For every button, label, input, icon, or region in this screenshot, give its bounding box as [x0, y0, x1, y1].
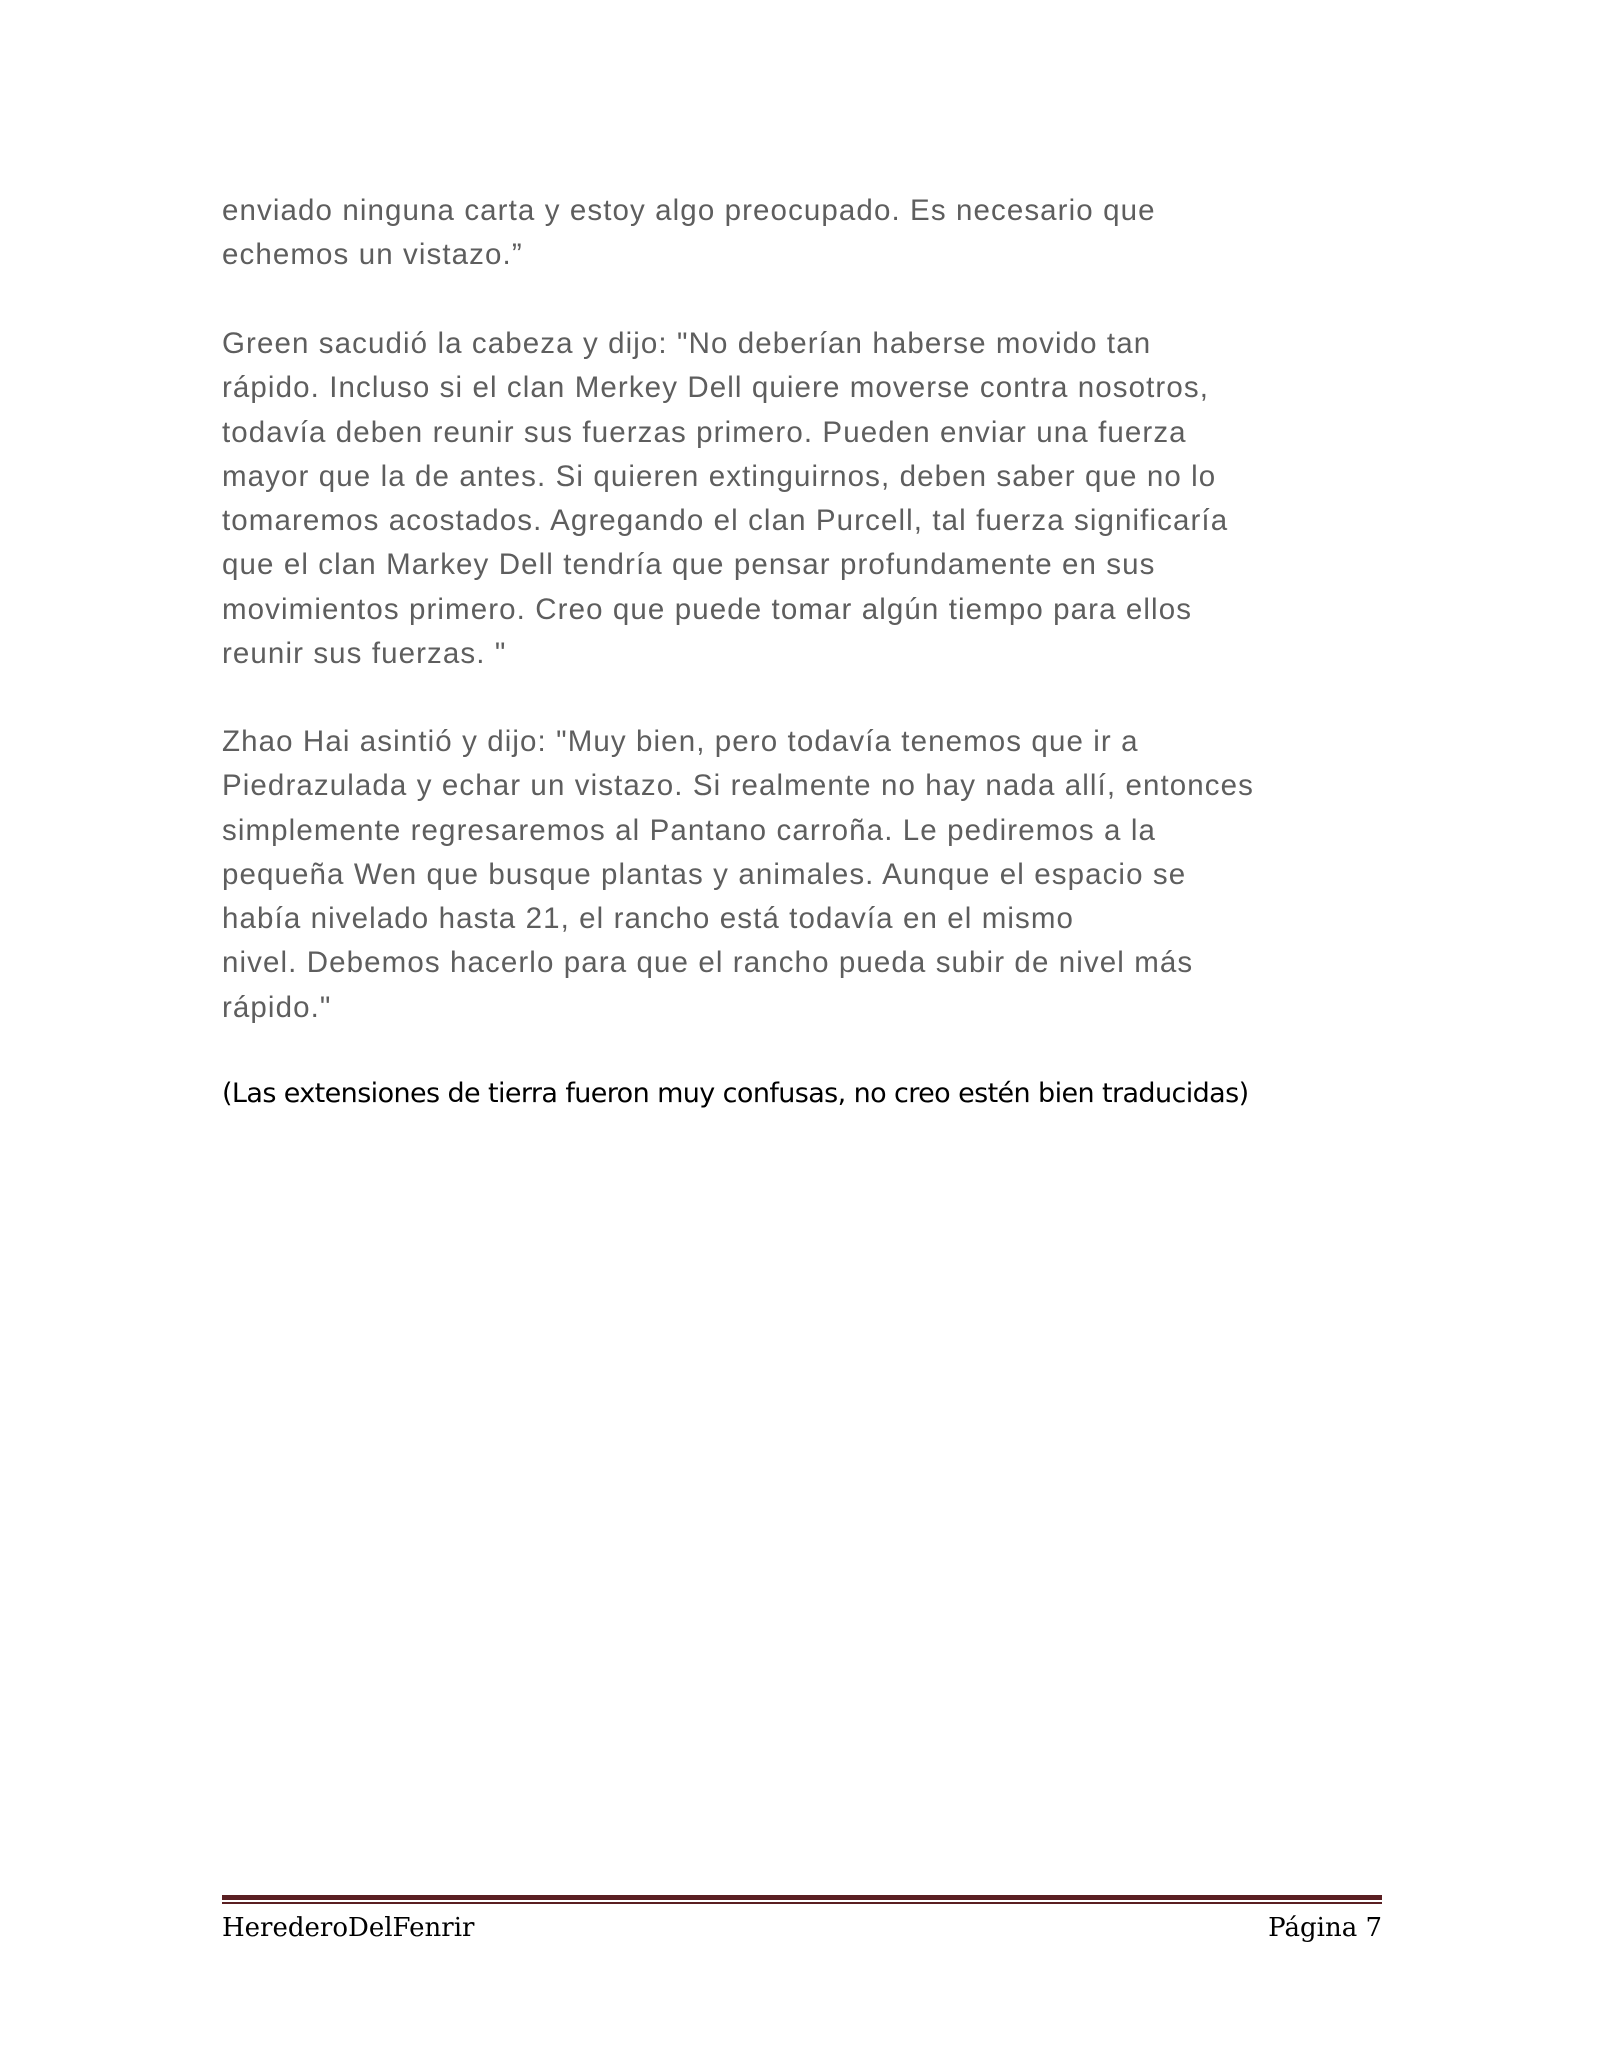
paragraph-3 — [222, 720, 1392, 1030]
text-line: enviado ninguna carta y estoy algo preocupado. Es necesario que — [222, 194, 1156, 227]
text-line: tomaremos acostados. Agregando el clan Purcell, tal fuerza significaría — [222, 504, 1229, 538]
text-line: Zhao Hai asintió y dijo: "Muy bien, pero todavía tenemos que ir a — [222, 725, 1139, 758]
paragraph-1 — [222, 189, 1392, 278]
text-line: Green sacudió la cabeza y dijo: "No deberían haberse movido tan — [222, 327, 1152, 360]
text-line: nivel. Debemos hacerlo para que el rancho pueda subir de nivel más — [222, 946, 1194, 980]
text-line: pequeña Wen que busque plantas y animales. Aunque el espacio se — [222, 857, 1187, 891]
text-line: todavía deben reunir sus fuerzas primero. Pueden enviar una fuerza — [222, 415, 1187, 449]
footer-page-number: Página 7 — [1268, 1913, 1382, 1943]
footer-divider — [222, 1895, 1382, 1904]
text-line: Piedrazulada y echar un vistazo. Si realmente no hay nada allí, entonces — [222, 769, 1254, 803]
text-line: mayor que la de antes. Si quieren extinguirnos, deben saber que no lo — [222, 459, 1217, 493]
text-line: rápido. Incluso si el clan Merkey Dell quiere moverse contra nosotros, — [222, 371, 1209, 405]
text-line: movimientos primero. Creo que puede tomar algún tiempo para ellos — [222, 592, 1193, 626]
text-line: que el clan Markey Dell tendría que pensar profundamente en sus — [222, 548, 1156, 582]
footer-author: HerederoDelFenrir — [222, 1913, 475, 1943]
footer-divider-thin — [222, 1902, 1382, 1904]
footer-divider-thick — [222, 1895, 1382, 1900]
text-line: reunir sus fuerzas. " — [222, 637, 507, 671]
text-line: simplemente regresaremos al Pantano carroña. Le pediremos a la — [222, 813, 1156, 847]
text-line: había nivelado hasta 21, el rancho está todavía en el mismo — [222, 902, 1075, 936]
text-line: rápido." — [222, 990, 332, 1024]
translator-note: (Las extensiones de tierra fueron muy confusas, no creo estén bien traducidas) — [222, 1078, 1249, 1109]
paragraph-2 — [222, 322, 1392, 676]
text-line: echemos un vistazo.” — [222, 238, 523, 272]
